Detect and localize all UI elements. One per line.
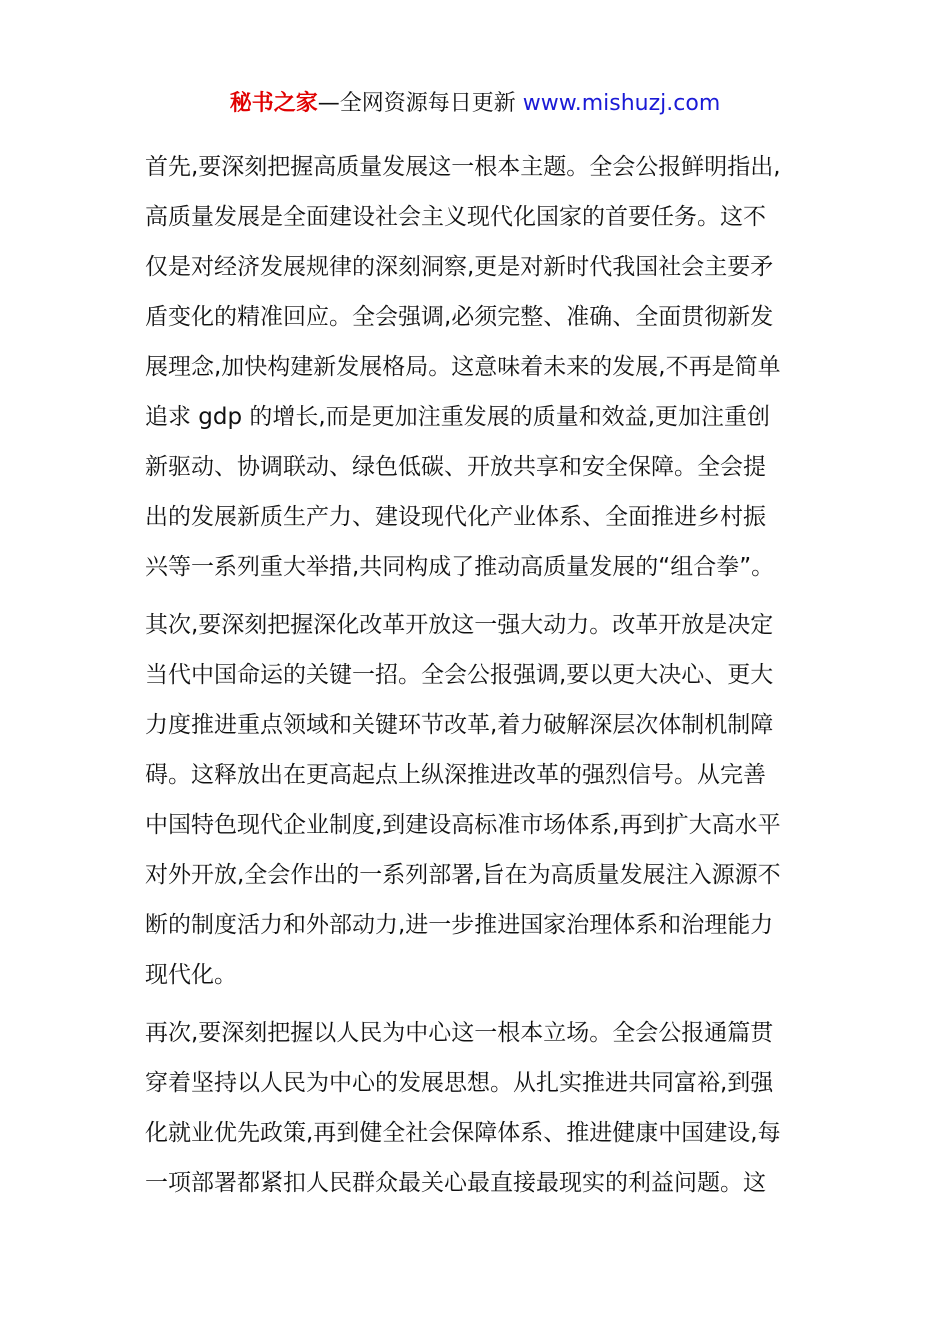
paragraph-1 bbox=[145, 142, 815, 592]
header-slogan: —全网资源每日更新 bbox=[317, 91, 523, 116]
text-line: 当代中国命运的关键一招。全会公报强调,要以更大决心、更大 bbox=[145, 662, 774, 688]
text-line: 碍。这释放出在更高起点上纵深推进改革的强烈信号。从完善 bbox=[145, 762, 766, 788]
text-line: 断的制度活力和外部动力,进一步推进国家治理体系和治理能力 bbox=[145, 912, 774, 938]
header-brand: 秘书之家 bbox=[229, 91, 318, 116]
text-line: 盾变化的精准回应。全会强调,必须完整、准确、全面贯彻新发 bbox=[145, 304, 774, 330]
text-line: 化就业优先政策,再到健全社会保障体系、推进健康中国建设,每 bbox=[145, 1120, 781, 1146]
text-line: 高质量发展是全面建设社会主义现代化国家的首要任务。这不 bbox=[145, 204, 766, 230]
text-line: 出的发展新质生产力、建设现代化产业体系、全面推进乡村振 bbox=[145, 504, 766, 530]
header-site-link[interactable]: www.mishuzj.com bbox=[522, 91, 721, 116]
text-line: 现代化。 bbox=[145, 962, 237, 988]
text-line: 首先,要深刻把握高质量发展这一根本主题。全会公报鲜明指出, bbox=[145, 154, 781, 180]
document-body bbox=[145, 142, 815, 1216]
text-line: 力度推进重点领域和关键环节改革,着力破解深层次体制机制障 bbox=[145, 712, 774, 738]
page-header bbox=[0, 86, 950, 122]
text-line: 仅是对经济发展规律的深刻洞察,更是对新时代我国社会主要矛 bbox=[145, 254, 774, 280]
text-line: 追求 gdp 的增长,而是更加注重发展的质量和效益,更加注重创 bbox=[145, 404, 771, 430]
text-line: 再次,要深刻把握以人民为中心这一根本立场。全会公报通篇贯 bbox=[145, 1020, 774, 1046]
text-line: 新驱动、协调联动、绿色低碳、开放共享和安全保障。全会提 bbox=[145, 454, 766, 480]
text-line: 一项部署都紧扣人民群众最关心最直接最现实的利益问题。这 bbox=[145, 1170, 766, 1196]
text-line: 兴等一系列重大举措,共同构成了推动高质量发展的“组合拳”。 bbox=[145, 554, 775, 580]
paragraph-3 bbox=[145, 1008, 815, 1208]
text-line: 展理念,加快构建新发展格局。这意味着未来的发展,不再是简单 bbox=[145, 354, 781, 380]
text-line: 中国特色现代企业制度,到建设高标准市场体系,再到扩大高水平 bbox=[145, 812, 781, 838]
paragraph-2 bbox=[145, 600, 815, 1000]
text-line: 对外开放,全会作出的一系列部署,旨在为高质量发展注入源源不 bbox=[145, 862, 781, 888]
text-line: 其次,要深刻把握深化改革开放这一强大动力。改革开放是决定 bbox=[145, 612, 774, 638]
text-line: 穿着坚持以人民为中心的发展思想。从扎实推进共同富裕,到强 bbox=[145, 1070, 774, 1096]
